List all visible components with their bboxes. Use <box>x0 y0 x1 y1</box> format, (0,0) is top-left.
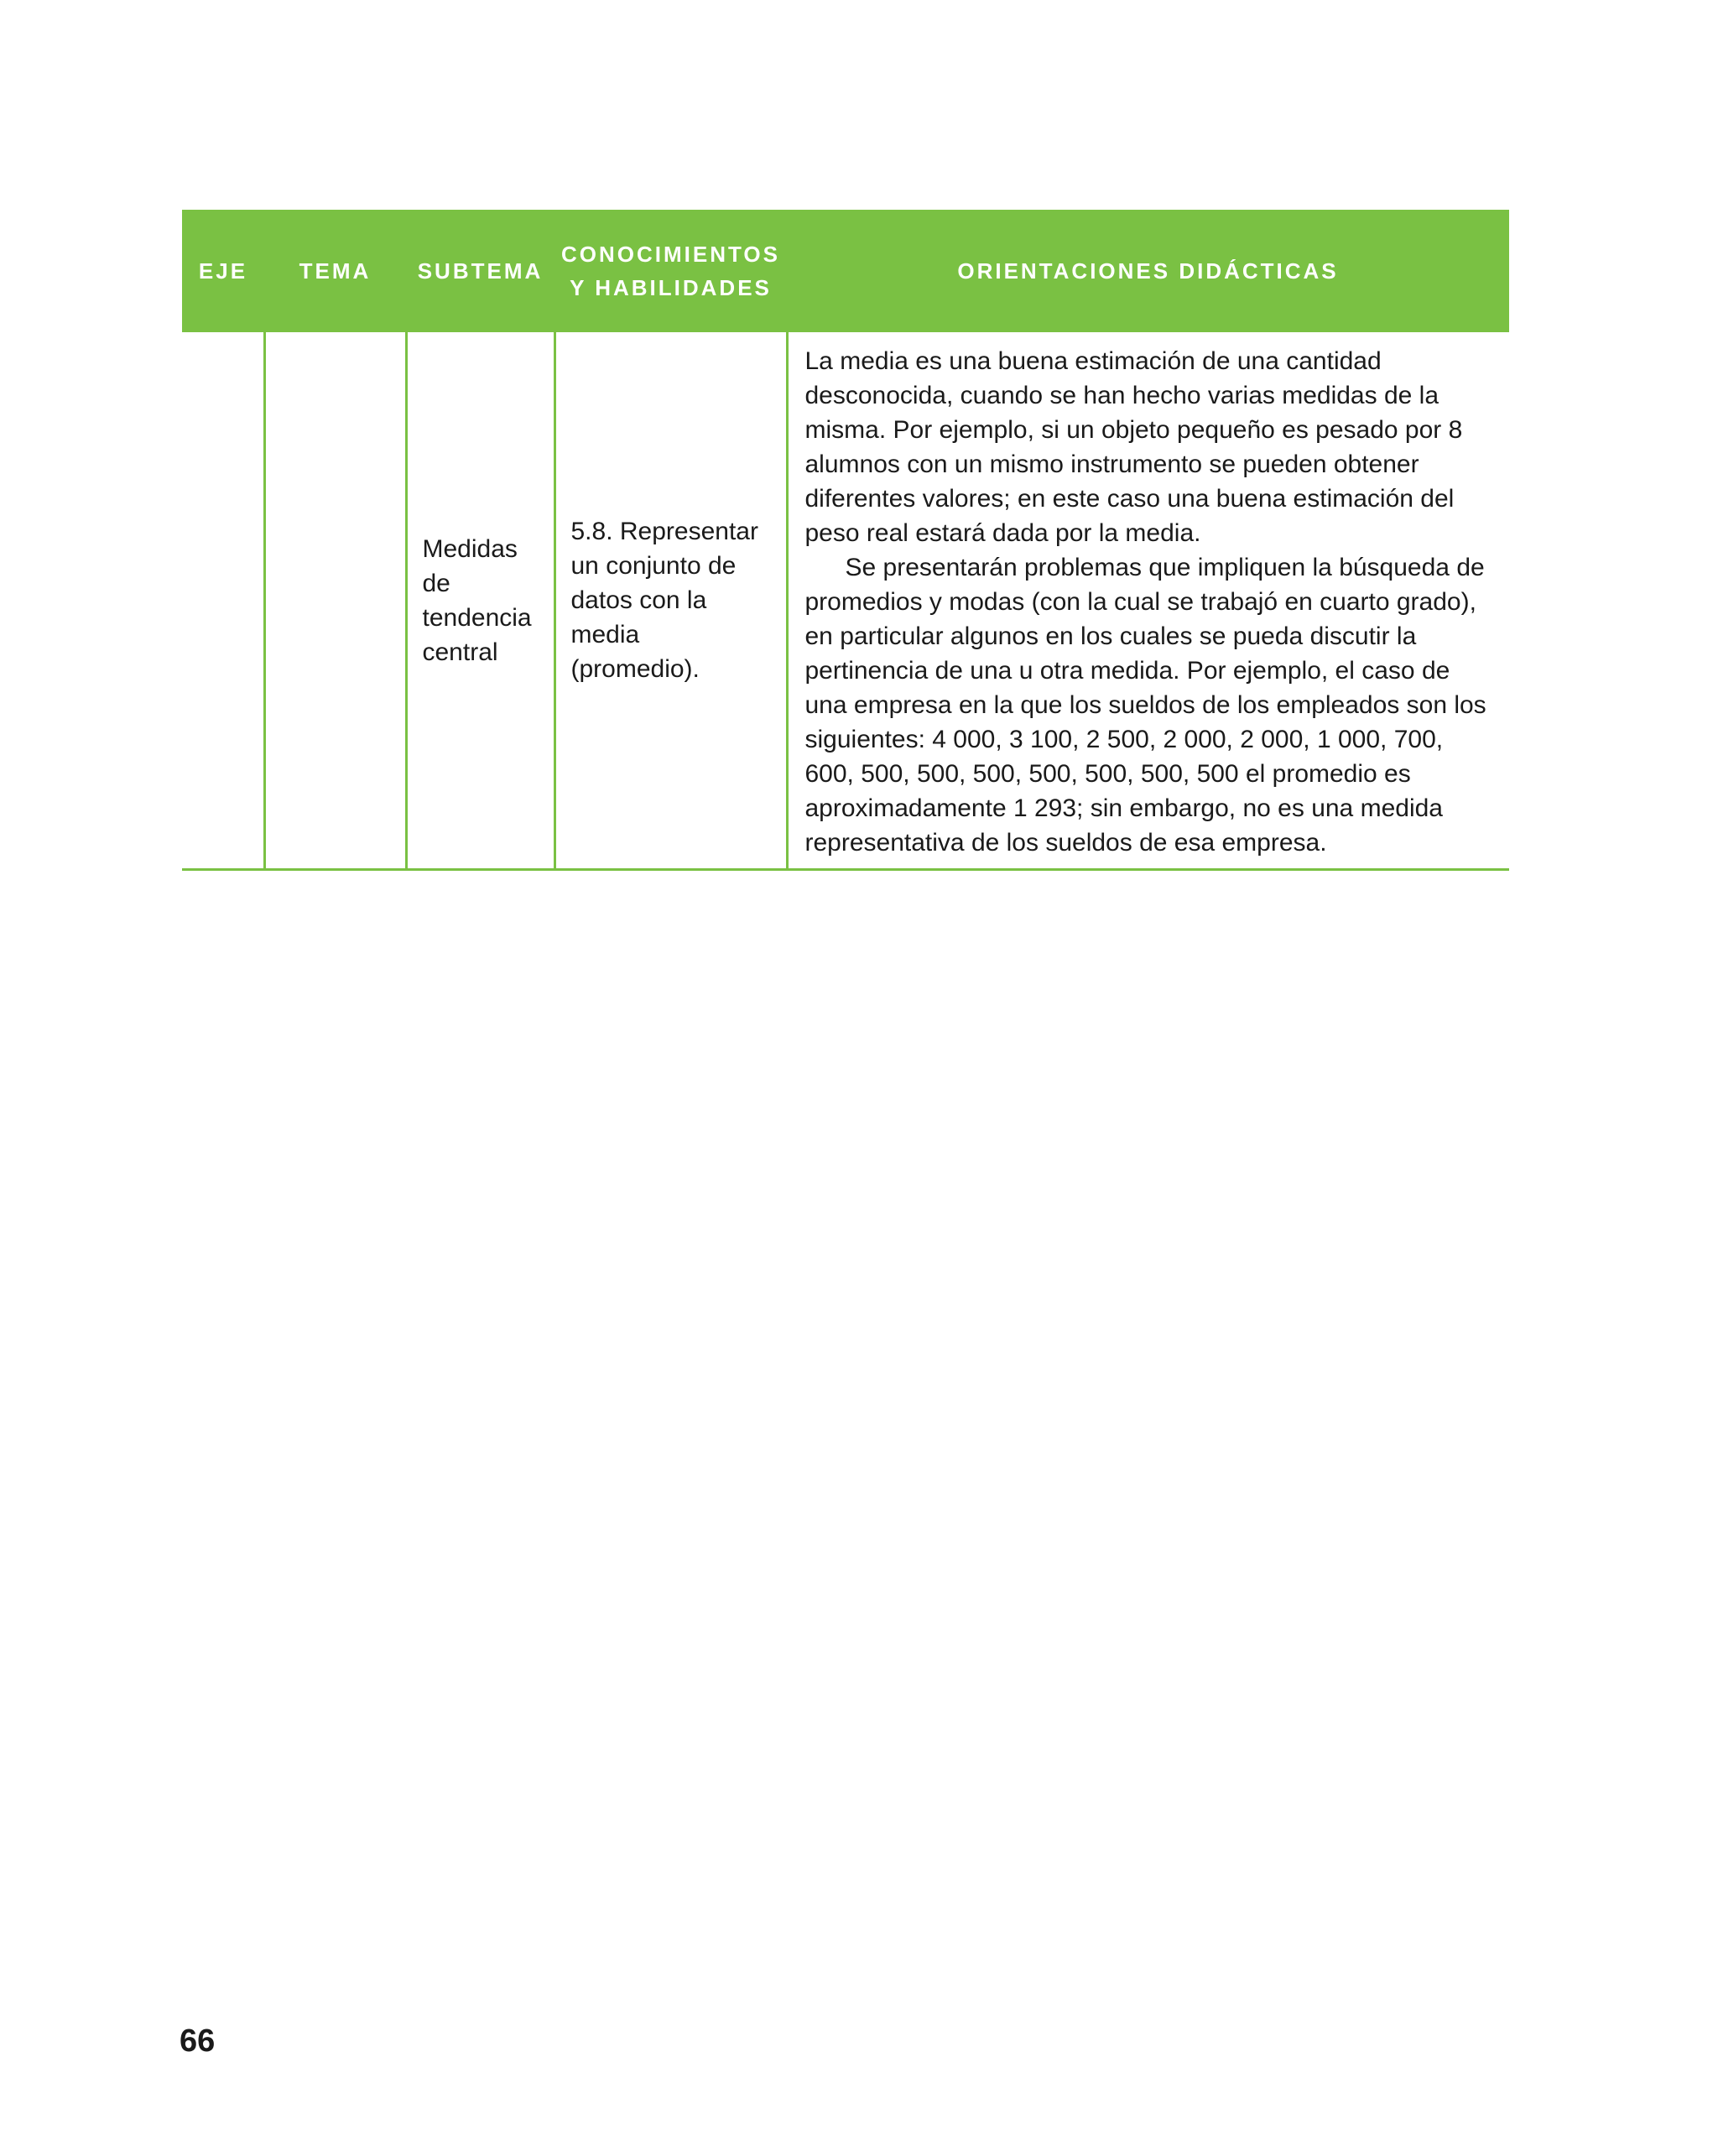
curriculum-table-container <box>182 210 1509 871</box>
header-conocimientos-line2: Y HABILIDADES <box>570 275 772 300</box>
curriculum-table <box>182 210 1509 871</box>
header-conocimientos <box>554 210 787 332</box>
cell-subtema: Medidas de tendencia central <box>406 332 554 870</box>
header-tema: TEMA <box>264 210 406 332</box>
cell-conocimientos: 5.8. Representar un conjunto de datos con la media (promedio). <box>554 332 787 870</box>
header-orientaciones: ORIENTACIONES DIDÁCTICAS <box>787 210 1509 332</box>
orientaciones-paragraph-1: La media es una buena estimación de una cantidad desconocida, cuando se han hecho varias medidas de la misma. Por ejemplo, si un objeto pequeño es pesado por 8 alumnos con un mismo instrumento se pueden obtener diferentes valores; en este caso una buena estimación del peso real estará dada por la media. <box>804 347 1463 547</box>
page-number: 66 <box>180 2023 216 2059</box>
table-header-row <box>182 210 1509 332</box>
header-eje: EJE <box>182 210 264 332</box>
cell-orientaciones <box>787 332 1509 870</box>
header-subtema: SUBTEMA <box>406 210 554 332</box>
cell-eje <box>182 332 264 870</box>
table-row <box>182 332 1509 870</box>
header-conocimientos-line1: CONOCIMIENTOS <box>561 241 780 267</box>
cell-tema <box>264 332 406 870</box>
orientaciones-paragraph-2: Se presentarán problemas que impliquen la búsqueda de promedios y modas (con la cual se trabajó en cuarto grado), en particular algunos en los cuales se pueda discutir la pertinencia de una u otra medida. Por ejemplo, el caso de una empresa en la que los sueldos de los empleados son los siguientes: 4 000, 3 100, 2 500, 2 000, 2 000, 1 000, 700, 600, 500, 500, 500, 500, 500, 500, 500 el promedio es aproximadamente 1 293; sin embargo, no es una medida representativa de los sueldos de esa empresa. <box>804 554 1486 857</box>
